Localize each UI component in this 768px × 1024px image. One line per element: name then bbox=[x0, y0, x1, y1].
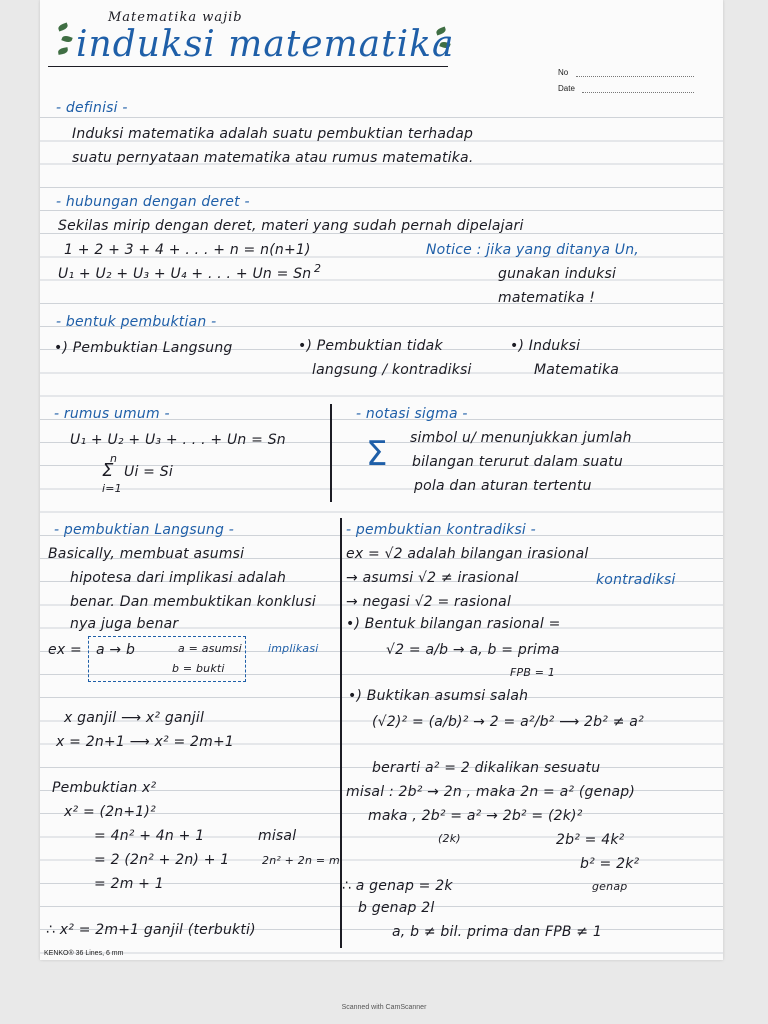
bentuk-item-3b: Matematika bbox=[534, 362, 620, 378]
definisi-line-2: suatu pernyataan matematika atau rumus matematika. bbox=[72, 150, 474, 166]
kontradiksi-heading: - pembuktian kontradiksi - bbox=[346, 522, 536, 538]
kontradiksi-line-7: (√2)² = (a/b)² → 2 = a²/b² ⟶ 2b² ≠ a² bbox=[372, 714, 644, 730]
example-label: ex = bbox=[48, 642, 82, 658]
subject-label: Matematika wajib bbox=[108, 10, 243, 25]
langsung-l2: x = 2n+1 ⟶ x² = 2m+1 bbox=[56, 734, 235, 750]
hubungan-heading: - hubungan dengan deret - bbox=[56, 194, 250, 210]
column-divider-top bbox=[330, 404, 332, 502]
kontradiksi-line-14: b genap 2l bbox=[358, 900, 435, 916]
langsung-l4: x² = (2n+1)² bbox=[64, 804, 156, 820]
definisi-line-1: Induksi matematika adalah suatu pembuktian terhadap bbox=[72, 126, 474, 142]
langsung-l5: = 4n² + 4n + 1 bbox=[94, 828, 205, 844]
hubungan-line-3: U₁ + U₂ + U₃ + U₄ + . . . + Un = Sn bbox=[58, 266, 312, 282]
kontradiksi-line-1: ex = √2 adalah bilangan irasional bbox=[346, 546, 589, 562]
kontradiksi-line-6: •) Buktikan asumsi salah bbox=[348, 688, 529, 704]
kontradiksi-line-12: b² = 2k² bbox=[580, 856, 640, 872]
sigma-symbol: Σ bbox=[102, 460, 114, 481]
notasi-line-2: bilangan terurut dalam suatu bbox=[412, 454, 623, 470]
langsung-l1: x ganjil ⟶ x² ganjil bbox=[64, 710, 205, 726]
genap-label: genap bbox=[592, 880, 628, 893]
notasi-line-3: pola dan aturan tertentu bbox=[414, 478, 592, 494]
a-to-b: a → b bbox=[96, 642, 136, 658]
langsung-l7: = 2m + 1 bbox=[94, 876, 164, 892]
langsung-line-2: hipotesa dari implikasi adalah bbox=[70, 570, 287, 586]
no-label: No bbox=[558, 68, 569, 77]
langsung-l3: Pembuktian x² bbox=[52, 780, 157, 796]
kontradiksi-line-11: 2b² = 4k² bbox=[556, 832, 625, 848]
kontradiksi-line-5: √2 = a/b → a, b = prima bbox=[386, 642, 560, 658]
implikasi-label: implikasi bbox=[268, 642, 319, 655]
kontradiksi-line-9: misal : 2b² → 2n , maka 2n = a² (genap) bbox=[346, 784, 636, 800]
bentuk-item-2a: •) Pembuktian tidak bbox=[298, 338, 443, 354]
scanner-watermark: Scanned with CamScanner bbox=[341, 1004, 427, 1011]
hubungan-line-2-denominator: 2 bbox=[314, 262, 322, 275]
notasi-heading: - notasi sigma - bbox=[356, 406, 468, 422]
fpb-label: FPB = 1 bbox=[510, 666, 556, 679]
no-line bbox=[576, 76, 694, 77]
title-underline bbox=[48, 66, 448, 67]
a-asumsi: a = asumsi bbox=[178, 642, 242, 655]
brand-label: KENKO® 36 Lines, 6 mm bbox=[44, 950, 124, 957]
notice-text-2: gunakan induksi bbox=[498, 266, 617, 282]
langsung-line-4: nya juga benar bbox=[70, 616, 179, 632]
kontradiksi-line-10: maka , 2b² = a² → 2b² = (2k)² bbox=[368, 808, 583, 824]
rumus-heading: - rumus umum - bbox=[54, 406, 170, 422]
langsung-heading: - pembuktian Langsung - bbox=[54, 522, 234, 538]
sigma-bottom: i=1 bbox=[102, 482, 122, 495]
kontradiksi-line-3: → negasi √2 = rasional bbox=[346, 594, 512, 610]
sigma-top: n bbox=[110, 452, 118, 465]
kontradiksi-line-8: berarti a² = 2 dikalikan sesuatu bbox=[372, 760, 601, 776]
bentuk-heading: - bentuk pembuktian - bbox=[56, 314, 217, 330]
sigma-expression: Ui = Si bbox=[124, 464, 173, 480]
langsung-line-1: Basically, membuat asumsi bbox=[48, 546, 245, 562]
kontradiksi-line-13: ∴ a genap = 2k bbox=[342, 878, 453, 894]
misal-label: misal bbox=[258, 828, 297, 844]
kontradiksi-line-2: → asumsi √2 ≠ irasional bbox=[346, 570, 519, 586]
bentuk-item-3a: •) Induksi bbox=[510, 338, 581, 354]
page-title: induksi matematika bbox=[76, 24, 455, 65]
bentuk-item-2b: langsung / kontradiksi bbox=[312, 362, 472, 378]
kontradiksi-label: kontradiksi bbox=[596, 572, 676, 588]
notice-text-1: Notice : jika yang ditanya Un, bbox=[426, 242, 639, 258]
bentuk-item-1: •) Pembuktian Langsung bbox=[54, 340, 233, 356]
langsung-conclusion: ∴ x² = 2m+1 ganjil (terbukti) bbox=[46, 922, 256, 938]
kontradiksi-line-10b: (2k) bbox=[438, 832, 461, 845]
notebook-page bbox=[40, 0, 723, 960]
hubungan-line-1: Sekilas mirip dengan deret, materi yang sudah pernah dipelajari bbox=[58, 218, 524, 234]
date-line bbox=[582, 92, 694, 93]
date-label: Date bbox=[558, 84, 575, 93]
hubungan-line-2: 1 + 2 + 3 + 4 + . . . + n = n(n+1) bbox=[64, 242, 311, 258]
langsung-line-3: benar. Dan membuktikan konklusi bbox=[70, 594, 316, 610]
rumus-line-1: U₁ + U₂ + U₃ + . . . + Un = Sn bbox=[70, 432, 286, 448]
notice-text-3: matematika ! bbox=[498, 290, 596, 306]
kontradiksi-line-4: •) Bentuk bilangan rasional = bbox=[346, 616, 561, 632]
b-bukti: b = bukti bbox=[172, 662, 225, 675]
notasi-line-1: simbol u/ menunjukkan jumlah bbox=[410, 430, 632, 446]
langsung-l6: = 2 (2n² + 2n) + 1 bbox=[94, 852, 230, 868]
misal-equation: 2n² + 2n = m bbox=[262, 854, 340, 867]
definisi-heading: - definisi - bbox=[56, 100, 128, 116]
sigma-big-icon: Σ bbox=[366, 434, 388, 474]
kontradiksi-line-15: a, b ≠ bil. prima dan FPB ≠ 1 bbox=[392, 924, 602, 940]
